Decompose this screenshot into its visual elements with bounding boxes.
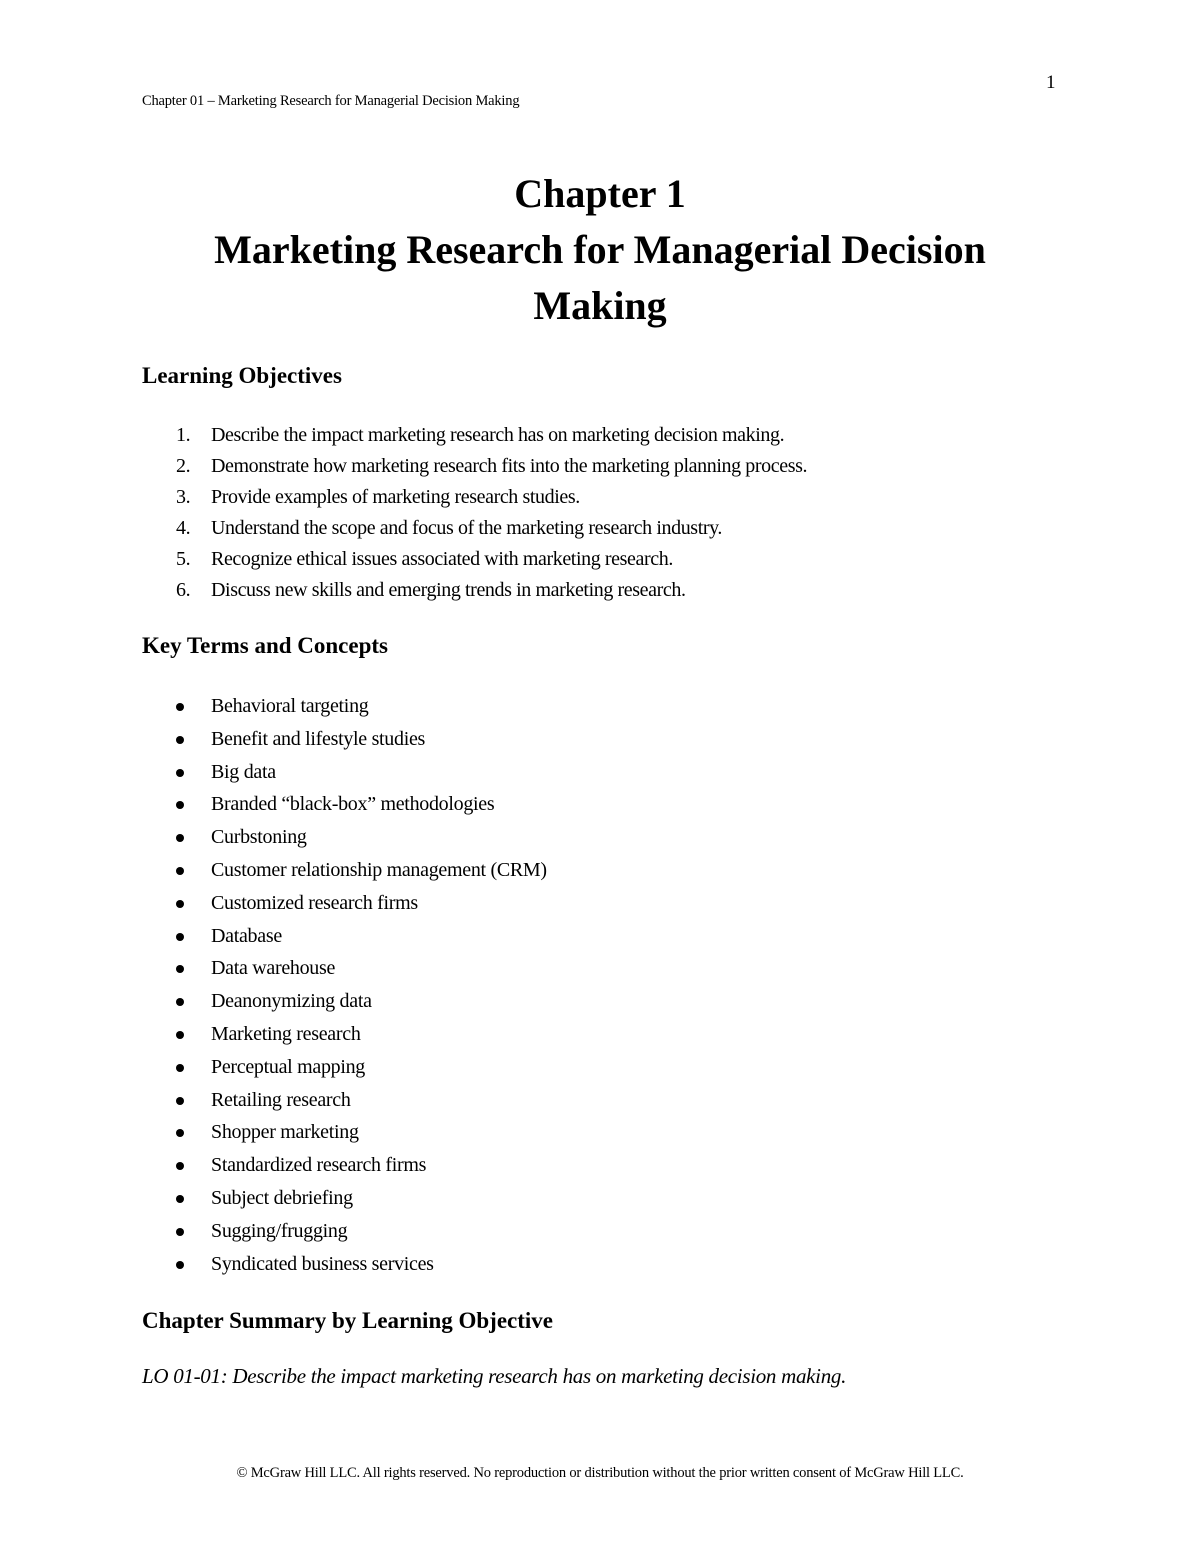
page-number: 1 [1046, 72, 1056, 93]
objective-number: 3. [176, 486, 191, 508]
list-item [142, 513, 807, 544]
term-text: Customer relationship management (CRM) [211, 858, 547, 881]
bullet-icon [176, 867, 184, 875]
objective-text: Recognize ethical issues associated with marketing research. [211, 548, 673, 570]
bullet-icon [176, 1162, 184, 1170]
objective-text: Understand the scope and focus of the marketing research industry. [211, 517, 723, 539]
key-terms-list [142, 690, 547, 1280]
term-text: Curbstoning [211, 826, 307, 849]
list-item [142, 575, 807, 606]
term-text: Customized research firms [211, 891, 418, 914]
list-item [142, 482, 807, 513]
term-text: Behavioral targeting [211, 695, 369, 717]
bullet-icon [176, 933, 184, 941]
list-item [142, 1018, 547, 1051]
list-item [142, 788, 547, 821]
bullet-icon [176, 703, 184, 711]
list-item [142, 1116, 547, 1149]
bullet-icon [176, 1064, 184, 1072]
objective-number: 6. [176, 579, 191, 601]
list-item [142, 690, 547, 723]
bullet-icon [176, 1031, 184, 1039]
key-terms-heading: Key Terms and Concepts [142, 633, 388, 658]
objective-number: 4. [176, 517, 191, 539]
objective-text: Discuss new skills and emerging trends in marketing research. [211, 579, 686, 601]
term-text: Shopper marketing [211, 1121, 359, 1144]
bullet-icon [176, 900, 184, 908]
bullet-icon [176, 834, 184, 842]
bullet-icon [176, 1195, 184, 1203]
chapter-number: Chapter 1 [514, 171, 686, 216]
term-text: Retailing research [211, 1088, 351, 1111]
term-text: Sugging/frugging [211, 1219, 348, 1242]
copyright-footer: © McGraw Hill LLC. All rights reserved. No reproduction or distribution without the prior written consent of McGraw Hill LLC. [236, 1465, 964, 1481]
chapter-title [0, 166, 1200, 334]
list-item [142, 1182, 547, 1215]
objective-text: Describe the impact marketing research has on marketing decision making. [211, 424, 785, 446]
term-text: Database [211, 924, 282, 947]
objective-text: Provide examples of marketing research studies. [211, 486, 580, 508]
list-item [142, 1248, 547, 1281]
objective-text: Demonstrate how marketing research fits into the marketing planning process. [211, 455, 808, 477]
term-text: Subject debriefing [211, 1186, 353, 1209]
term-text: Branded “black-box” methodologies [211, 793, 495, 816]
objective-number: 5. [176, 548, 191, 570]
list-item [142, 887, 547, 920]
chapter-summary-heading: Chapter Summary by Learning Objective [142, 1308, 554, 1333]
learning-objectives-list [142, 420, 807, 606]
list-item [142, 420, 807, 451]
term-text: Big data [211, 760, 276, 783]
list-item [142, 920, 547, 953]
term-text: Benefit and lifestyle studies [211, 727, 426, 750]
bullet-icon [176, 801, 184, 809]
term-text: Perceptual mapping [211, 1055, 365, 1078]
objective-number: 2. [176, 455, 191, 477]
list-item [142, 1051, 547, 1084]
term-text: Syndicated business services [211, 1252, 434, 1275]
bullet-icon [176, 1097, 184, 1105]
list-item [142, 1215, 547, 1248]
learning-objectives-heading: Learning Objectives [142, 363, 342, 388]
list-item [142, 723, 547, 756]
term-text: Deanonymizing data [211, 990, 372, 1013]
bullet-icon [176, 1129, 184, 1137]
list-item [142, 985, 547, 1018]
bullet-icon [176, 1261, 184, 1269]
running-header: Chapter 01 – Marketing Research for Managerial Decision Making [142, 93, 520, 109]
list-item [142, 952, 547, 985]
list-item [142, 544, 807, 575]
bullet-icon [176, 998, 184, 1006]
objective-number: 1. [176, 424, 191, 446]
bullet-icon [176, 769, 184, 777]
bullet-icon [176, 965, 184, 973]
list-item [142, 1084, 547, 1117]
list-item [142, 821, 547, 854]
bullet-icon [176, 1228, 184, 1236]
chapter-subtitle: Marketing Research for Managerial Decision Making [214, 227, 986, 328]
list-item [142, 854, 547, 887]
list-item [142, 451, 807, 482]
list-item [142, 756, 547, 789]
term-text: Standardized research firms [211, 1154, 427, 1177]
list-item [142, 1149, 547, 1182]
term-text: Data warehouse [211, 957, 336, 980]
bullet-icon [176, 736, 184, 744]
term-text: Marketing research [211, 1022, 361, 1045]
learning-objective-statement: LO 01-01: Describe the impact marketing research has on marketing decision making. [142, 1364, 847, 1388]
